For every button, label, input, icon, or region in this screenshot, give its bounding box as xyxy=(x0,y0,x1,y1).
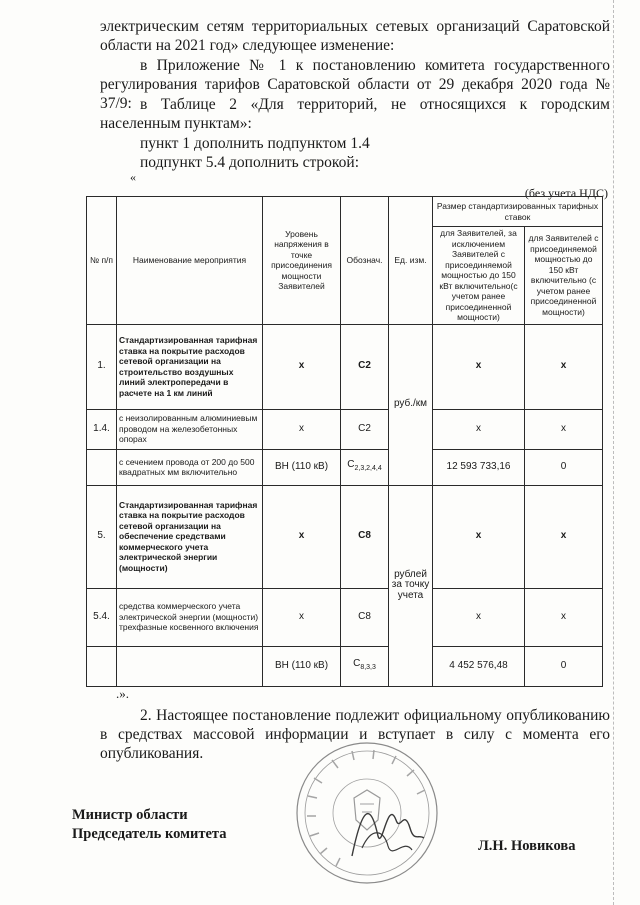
row-name: с неизолированным алюминиевым проводом на железобетонных опорах xyxy=(117,409,263,449)
table-row xyxy=(87,646,603,686)
signer-name: Л.Н. Новикова xyxy=(478,838,576,854)
row-level: x xyxy=(263,588,341,646)
header-name: Наименование мероприятия xyxy=(117,197,263,325)
official-seal-stamp xyxy=(292,738,442,888)
row-value-small: x xyxy=(525,588,603,646)
signer-title-minister: Министр области xyxy=(72,807,188,823)
amendment-paragraph-appendix: в Приложение № 1 к постановлению комитета государственного регулирования тарифов Саратовской области от 29 декабря 2020 года № 37/9: xyxy=(100,57,610,112)
row-designation: $С_{2,3,2,4,4}$ xyxy=(341,449,389,485)
amendment-paragraph-table: в Таблице 2 «Для территорий, не относящихся к городским населенным пунктам»: xyxy=(100,96,610,132)
row-num-empty xyxy=(87,646,117,686)
header-designation: Обознач. xyxy=(341,197,389,325)
row-num: 5.4. xyxy=(87,588,117,646)
table-row xyxy=(87,485,603,588)
row-level: x xyxy=(263,485,341,588)
scan-edge-line xyxy=(612,0,614,905)
opening-quote: « xyxy=(130,170,136,184)
row-value-general: x xyxy=(433,409,525,449)
row-value-small: x xyxy=(525,409,603,449)
row-unit: рублей за точку учета xyxy=(389,485,433,686)
row-designation: С8 xyxy=(341,588,389,646)
row-level: x xyxy=(263,324,341,409)
header-num: № п/п xyxy=(87,197,117,325)
table-row xyxy=(87,449,603,485)
row-unit: руб./км xyxy=(389,324,433,485)
tariff-rates-table xyxy=(86,196,603,687)
signer-title-chair: Председатель комитета xyxy=(72,826,227,842)
row-designation: С2 xyxy=(341,324,389,409)
row-value-small: 0 xyxy=(525,646,603,686)
row-level: x xyxy=(263,409,341,449)
row-value-general: 4 452 576,48 xyxy=(433,646,525,686)
row-designation: С8 xyxy=(341,485,389,588)
row-name: с сечением провода от 200 до 500 квадратных мм включительно xyxy=(117,449,263,485)
row-designation: $С_{8,3,3}$ xyxy=(341,646,389,686)
header-unit: Ед. изм. xyxy=(389,197,433,325)
closing-quote: .». xyxy=(116,686,129,701)
header-sub-general: для Заявителей, за исключением Заявителей с присоединяемой мощностью до 150 кВт включительно(с учетом ранее присоединенной мощности) xyxy=(433,227,525,325)
row-name: Стандартизированная тарифная ставка на покрытие расходов сетевой организации на обеспечение средствами коммерческого учета электрической энергии (мощности) xyxy=(117,485,263,588)
amendment-line-item5: подпункт 5.4 дополнить строкой: xyxy=(140,154,360,171)
row-value-small: x xyxy=(525,324,603,409)
row-value-general: 12 593 733,16 xyxy=(433,449,525,485)
header-sub-small: для Заявителей с присоединяемой мощностью до 150 кВт включительно (с учетом ранее присоединенной мощности) xyxy=(525,227,603,325)
table-row xyxy=(87,588,603,646)
row-level: ВН (110 кВ) xyxy=(263,449,341,485)
row-value-general: x xyxy=(433,324,525,409)
row-value-small: 0 xyxy=(525,449,603,485)
row-name: Стандартизированная тарифная ставка на покрытие расходов сетевой организации на строительство воздушных линий электропередачи в расчете на 1 км линий xyxy=(117,324,263,409)
table-row xyxy=(87,324,603,409)
intro-paragraph-tail: электрическим сетям территориальных сетевых организаций Саратовской области на 2021 год» следующее изменение: xyxy=(100,18,610,54)
header-size: Размер стандартизированных тарифных ставок xyxy=(433,197,603,227)
row-name-empty xyxy=(117,646,263,686)
row-num: 1. xyxy=(87,324,117,409)
row-num-empty xyxy=(87,449,117,485)
row-value-general: x xyxy=(433,485,525,588)
row-value-small: x xyxy=(525,485,603,588)
vat-note: (без учета НДС) xyxy=(524,186,608,200)
amendment-line-item1: пункт 1 дополнить подпунктом 1.4 xyxy=(140,135,370,152)
header-level: Уровень напряжения в точке присоединения мощности Заявителей xyxy=(263,197,341,325)
row-num: 5. xyxy=(87,485,117,588)
row-name: средства коммерческого учета электрической энергии (мощности) трехфазные косвенного включения xyxy=(117,588,263,646)
row-num: 1.4. xyxy=(87,409,117,449)
table-header-row xyxy=(87,197,603,227)
table-row xyxy=(87,409,603,449)
paragraph-2: 2. Настоящее постановление подлежит официальному опубликованию в средствах массовой информации и вступает в силу с момента его опубликования. xyxy=(100,707,610,762)
row-value-general: x xyxy=(433,588,525,646)
row-level: ВН (110 кВ) xyxy=(263,646,341,686)
row-designation: С2 xyxy=(341,409,389,449)
